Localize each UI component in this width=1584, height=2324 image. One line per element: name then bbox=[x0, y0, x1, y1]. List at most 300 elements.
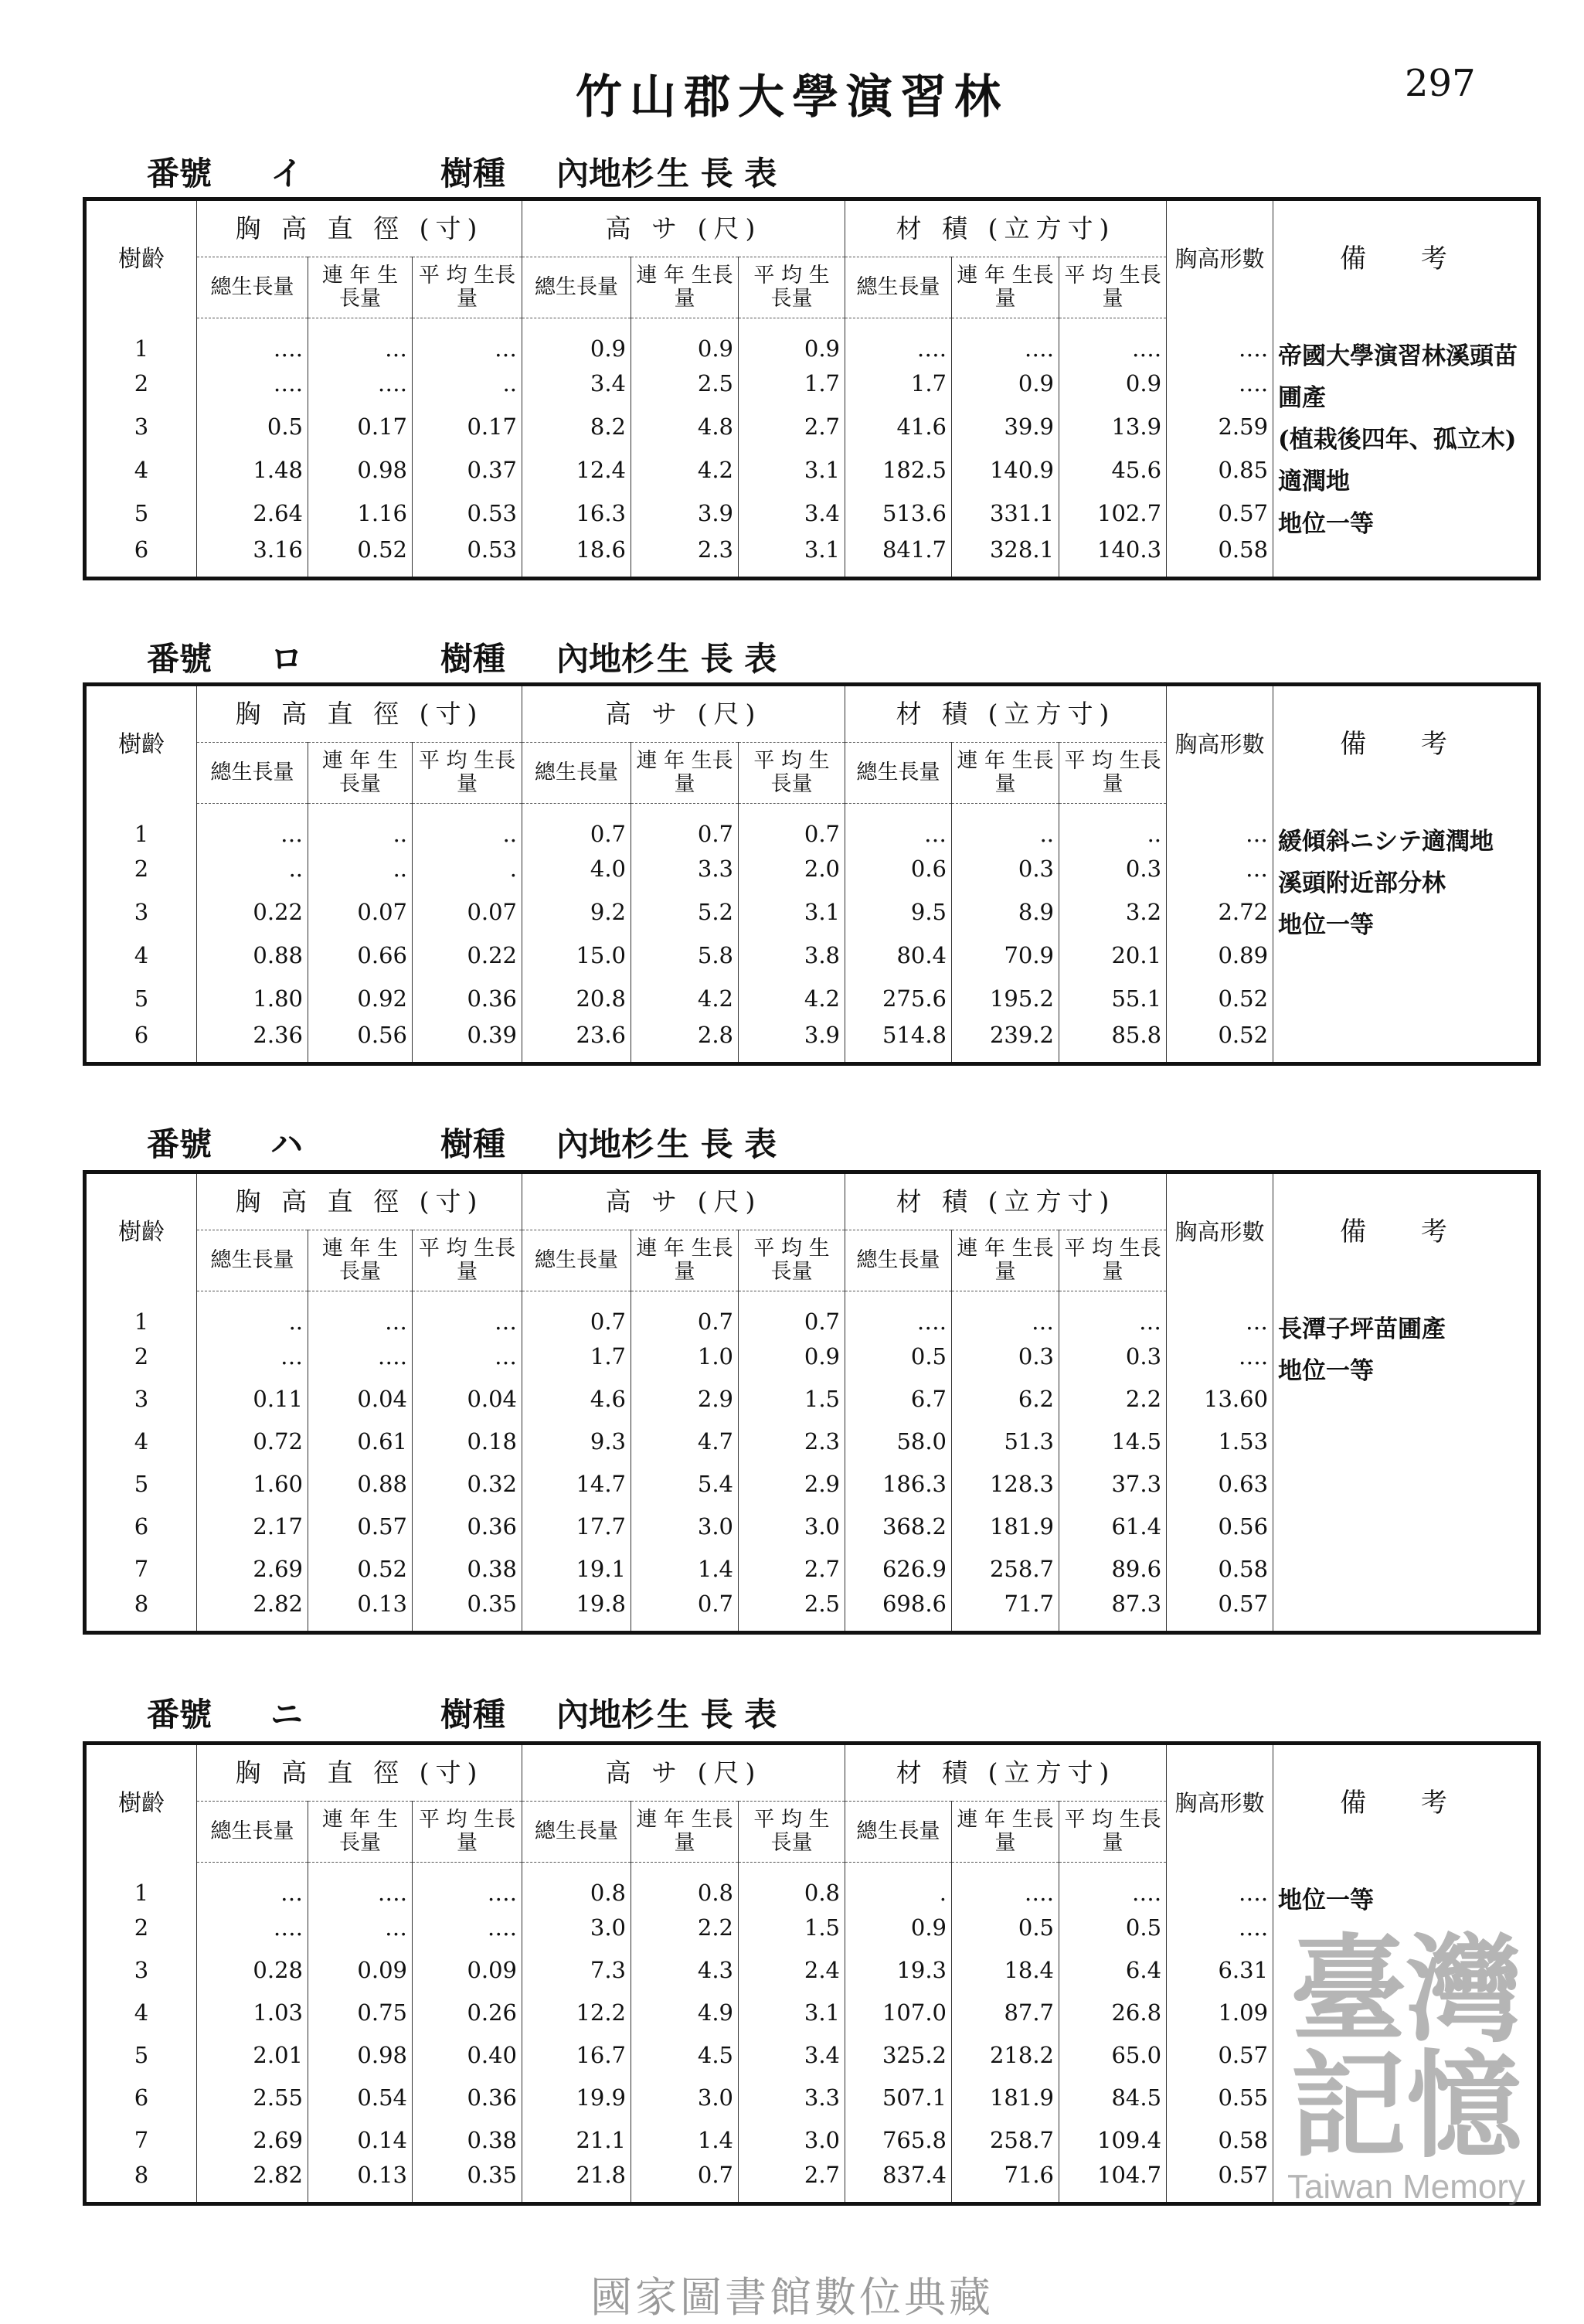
cell-value: 0.9 bbox=[845, 1906, 952, 1948]
cell-value: 0.22 bbox=[413, 934, 522, 977]
header-group-volume: 材 積 (立方寸) bbox=[845, 1172, 1167, 1230]
cell-value: … bbox=[952, 1291, 1059, 1336]
cell-value: 0.54 bbox=[308, 2076, 413, 2118]
cell-value: 0.56 bbox=[1167, 1505, 1273, 1547]
cell-value: 0.58 bbox=[1167, 535, 1273, 578]
cell-value: .. bbox=[952, 804, 1059, 848]
header-annual-growth: 連 年 生長量 bbox=[952, 257, 1059, 318]
header-mean-growth: 平 均 生長量 bbox=[413, 743, 522, 804]
cell-value: 0.88 bbox=[308, 1462, 413, 1505]
header-mean-growth: 平 均 生長量 bbox=[1059, 1802, 1167, 1863]
cell-value: 0.8 bbox=[739, 1863, 845, 1907]
cell-value: 2.59 bbox=[1167, 405, 1273, 448]
page-number: 297 bbox=[1405, 62, 1476, 105]
cell-value: 3.0 bbox=[631, 2076, 739, 2118]
cell-value: 0.57 bbox=[308, 1505, 413, 1547]
cell-value: 71.7 bbox=[952, 1590, 1059, 1632]
cell-age: 2 bbox=[85, 1906, 197, 1948]
remark-line: 適潤地 bbox=[1278, 468, 1351, 496]
table-number: ニ bbox=[270, 1696, 304, 1734]
cell-age: 6 bbox=[85, 1505, 197, 1547]
cell-value: . bbox=[413, 847, 522, 890]
cell-value: 0.89 bbox=[1167, 934, 1273, 977]
cell-value: 5.2 bbox=[631, 890, 739, 934]
cell-value: 181.9 bbox=[952, 2076, 1059, 2118]
header-annual-growth: 連 年 生長量 bbox=[631, 257, 739, 318]
remark-line: (植栽後四年、孤立木) bbox=[1278, 426, 1517, 454]
cell-value: 0.04 bbox=[413, 1377, 522, 1420]
header-total-growth: 總生長量 bbox=[522, 257, 631, 318]
table-number: イ bbox=[270, 155, 304, 192]
cell-value: 2.82 bbox=[197, 2161, 308, 2203]
cell-value: 0.92 bbox=[308, 977, 413, 1020]
cell-value: … bbox=[197, 1863, 308, 1907]
cell-value: 13.9 bbox=[1059, 405, 1167, 448]
header-form-factor: 胸高形數 bbox=[1167, 1172, 1273, 1291]
cell-value: 0.32 bbox=[413, 1462, 522, 1505]
header-mean-growth: 平 均 生長量 bbox=[739, 743, 845, 804]
cell-value: …. bbox=[308, 1335, 413, 1377]
header-total-growth: 總生長量 bbox=[522, 743, 631, 804]
cell-value: 2.64 bbox=[197, 492, 308, 535]
cell-value: …. bbox=[308, 1863, 413, 1907]
cell-value: 2.82 bbox=[197, 1590, 308, 1632]
header-annual-growth: 連 年 生長量 bbox=[308, 257, 413, 318]
species-label: 樹種 bbox=[440, 1696, 506, 1734]
cell-value: 14.7 bbox=[522, 1462, 631, 1505]
table-heading bbox=[147, 1119, 777, 1165]
cell-age: 1 bbox=[85, 804, 197, 848]
cell-value: 3.4 bbox=[739, 492, 845, 535]
cell-value: … bbox=[1167, 1291, 1273, 1336]
header-total-growth: 總生長量 bbox=[845, 1802, 952, 1863]
cell-value: 23.6 bbox=[522, 1020, 631, 1063]
cell-value: 0.11 bbox=[197, 1377, 308, 1420]
cell-value: 0.35 bbox=[413, 2161, 522, 2203]
cell-value: 3.4 bbox=[739, 2033, 845, 2076]
cell-value: 0.13 bbox=[308, 2161, 413, 2203]
header-age: 樹齡 bbox=[85, 1744, 197, 1863]
cell-value: 328.1 bbox=[952, 535, 1059, 578]
cell-value: 1.0 bbox=[631, 1335, 739, 1377]
cell-value: 4.3 bbox=[631, 1948, 739, 1991]
cell-value: 9.5 bbox=[845, 890, 952, 934]
cell-value: 1.09 bbox=[1167, 1991, 1273, 2033]
cell-value: 2.01 bbox=[197, 2033, 308, 2076]
cell-age: 5 bbox=[85, 492, 197, 535]
table-title: 生 長 表 bbox=[657, 1125, 777, 1163]
cell-age: 6 bbox=[85, 1020, 197, 1063]
cell-value: 0.57 bbox=[1167, 492, 1273, 535]
species-label: 樹種 bbox=[440, 155, 506, 192]
cell-value: 3.0 bbox=[739, 2118, 845, 2161]
cell-value: 0.36 bbox=[413, 977, 522, 1020]
header-age: 樹齡 bbox=[85, 1172, 197, 1291]
cell-value: 0.57 bbox=[1167, 2161, 1273, 2203]
cell-value: 1.4 bbox=[631, 1547, 739, 1590]
cell-value: 0.9 bbox=[952, 362, 1059, 405]
cell-value: 3.0 bbox=[739, 1505, 845, 1547]
cell-value: 21.8 bbox=[522, 2161, 631, 2203]
cell-value: 2.7 bbox=[739, 2161, 845, 2203]
cell-value: …. bbox=[952, 1863, 1059, 1907]
cell-value: 0.57 bbox=[1167, 2033, 1273, 2076]
header-group-dbh: 胸 高 直 徑 (寸) bbox=[197, 1744, 522, 1802]
cell-value: …. bbox=[845, 1291, 952, 1336]
cell-value: …. bbox=[1059, 1863, 1167, 1907]
cell-value: 1.80 bbox=[197, 977, 308, 1020]
header-mean-growth: 平 均 生長量 bbox=[413, 1230, 522, 1291]
header-group-dbh: 胸 高 直 徑 (寸) bbox=[197, 199, 522, 257]
cell-value: 0.72 bbox=[197, 1420, 308, 1462]
cell-value: 0.14 bbox=[308, 2118, 413, 2161]
cell-value: 765.8 bbox=[845, 2118, 952, 2161]
cell-value: 7.3 bbox=[522, 1948, 631, 1991]
remark-line: 帝國大學演習林溪頭苗圃產 bbox=[1278, 342, 1518, 412]
cell-value: 17.7 bbox=[522, 1505, 631, 1547]
cell-age: 5 bbox=[85, 977, 197, 1020]
cell-value: 0.38 bbox=[413, 1547, 522, 1590]
cell-value: 4.5 bbox=[631, 2033, 739, 2076]
cell-value: . bbox=[845, 1863, 952, 1907]
cell-value: 0.7 bbox=[739, 804, 845, 848]
cell-value: 13.60 bbox=[1167, 1377, 1273, 1420]
header-mean-growth: 平 均 生長量 bbox=[413, 1802, 522, 1863]
cell-value: 3.2 bbox=[1059, 890, 1167, 934]
cell-value: 104.7 bbox=[1059, 2161, 1167, 2203]
cell-value: 3.16 bbox=[197, 535, 308, 578]
header-group-height: 高 サ (尺) bbox=[522, 1744, 845, 1802]
cell-value: 513.6 bbox=[845, 492, 952, 535]
cell-value: 8.2 bbox=[522, 405, 631, 448]
cell-value: 109.4 bbox=[1059, 2118, 1167, 2161]
cell-value: 4.2 bbox=[631, 448, 739, 492]
species-name: 內地杉 bbox=[556, 1696, 654, 1734]
remark-line: 溪頭附近部分林 bbox=[1278, 869, 1446, 897]
cell-value: 0.85 bbox=[1167, 448, 1273, 492]
cell-value: 0.39 bbox=[413, 1020, 522, 1063]
cell-value: 58.0 bbox=[845, 1420, 952, 1462]
cell-value: … bbox=[308, 318, 413, 362]
cell-value: 698.6 bbox=[845, 1590, 952, 1632]
cell-value: 0.7 bbox=[631, 1590, 739, 1632]
cell-value: 15.0 bbox=[522, 934, 631, 977]
cell-value: 128.3 bbox=[952, 1462, 1059, 1505]
cell-value: …. bbox=[1167, 1906, 1273, 1948]
header-annual-growth: 連 年 生長量 bbox=[952, 1230, 1059, 1291]
cell-value: 0.58 bbox=[1167, 2118, 1273, 2161]
header-remarks: 備 考 bbox=[1273, 199, 1539, 318]
cell-value: 514.8 bbox=[845, 1020, 952, 1063]
cell-value: 0.28 bbox=[197, 1948, 308, 1991]
cell-value: … bbox=[197, 1335, 308, 1377]
header-mean-growth: 平 均 生長量 bbox=[739, 1230, 845, 1291]
cell-value: 0.63 bbox=[1167, 1462, 1273, 1505]
cell-value: 0.56 bbox=[308, 1020, 413, 1063]
table-heading bbox=[147, 634, 777, 680]
cell-value: 102.7 bbox=[1059, 492, 1167, 535]
cell-value: 3.3 bbox=[631, 847, 739, 890]
cell-value: 87.7 bbox=[952, 1991, 1059, 2033]
cell-value: 0.5 bbox=[952, 1906, 1059, 1948]
cell-value: 181.9 bbox=[952, 1505, 1059, 1547]
header-total-growth: 總生長量 bbox=[522, 1230, 631, 1291]
cell-value: 37.3 bbox=[1059, 1462, 1167, 1505]
header-row-groups bbox=[85, 1172, 1539, 1230]
cell-value: .. bbox=[197, 1291, 308, 1336]
cell-value: 41.6 bbox=[845, 405, 952, 448]
cell-value: 89.6 bbox=[1059, 1547, 1167, 1590]
cell-value: 2.4 bbox=[739, 1948, 845, 1991]
cell-age: 6 bbox=[85, 535, 197, 578]
header-age: 樹齡 bbox=[85, 199, 197, 318]
cell-age: 3 bbox=[85, 405, 197, 448]
cell-value: 20.8 bbox=[522, 977, 631, 1020]
table-row bbox=[85, 804, 1539, 848]
header-annual-growth: 連 年 生長量 bbox=[308, 743, 413, 804]
cell-value: 0.5 bbox=[1059, 1906, 1167, 1948]
header-group-height: 高 サ (尺) bbox=[522, 685, 845, 743]
header-remarks: 備 考 bbox=[1273, 1172, 1539, 1291]
species-label: 樹種 bbox=[440, 640, 506, 678]
cell-age: 3 bbox=[85, 890, 197, 934]
header-annual-growth: 連 年 生長量 bbox=[952, 743, 1059, 804]
cell-value: 14.5 bbox=[1059, 1420, 1167, 1462]
cell-value: .. bbox=[1059, 804, 1167, 848]
cell-value: 140.3 bbox=[1059, 535, 1167, 578]
cell-value: 0.5 bbox=[197, 405, 308, 448]
header-row-groups bbox=[85, 1744, 1539, 1802]
cell-value: 0.17 bbox=[413, 405, 522, 448]
growth-table bbox=[83, 682, 1541, 1066]
page-title: 竹山郡大學演習林 bbox=[576, 70, 1008, 124]
cell-value: 80.4 bbox=[845, 934, 952, 977]
cell-value: 0.61 bbox=[308, 1420, 413, 1462]
cell-age: 4 bbox=[85, 1991, 197, 2033]
cell-value: 39.9 bbox=[952, 405, 1059, 448]
cell-value: 3.1 bbox=[739, 448, 845, 492]
cell-value: 331.1 bbox=[952, 492, 1059, 535]
cell-value: 0.7 bbox=[631, 2161, 739, 2203]
cell-value: 2.2 bbox=[1059, 1377, 1167, 1420]
cell-value: 2.5 bbox=[631, 362, 739, 405]
cell-value: 2.9 bbox=[631, 1377, 739, 1420]
header-mean-growth: 平 均 生長量 bbox=[739, 257, 845, 318]
cell-value: 0.5 bbox=[845, 1335, 952, 1377]
header-group-height: 高 サ (尺) bbox=[522, 1172, 845, 1230]
cell-value: 0.3 bbox=[1059, 847, 1167, 890]
cell-value: 0.7 bbox=[631, 1291, 739, 1336]
growth-table bbox=[83, 197, 1541, 580]
cell-age: 3 bbox=[85, 1948, 197, 1991]
cell-age: 1 bbox=[85, 1863, 197, 1907]
cell-value: 0.09 bbox=[308, 1948, 413, 1991]
cell-value: 18.6 bbox=[522, 535, 631, 578]
header-annual-growth: 連 年 生長量 bbox=[952, 1802, 1059, 1863]
cell-value: 0.07 bbox=[413, 890, 522, 934]
table-row bbox=[85, 1291, 1539, 1336]
table-title: 生 長 表 bbox=[657, 1696, 777, 1734]
cell-value: 87.3 bbox=[1059, 1590, 1167, 1632]
cell-value: 19.3 bbox=[845, 1948, 952, 1991]
header-age: 樹齡 bbox=[85, 685, 197, 804]
cell-value: 3.9 bbox=[739, 1020, 845, 1063]
cell-value: 12.2 bbox=[522, 1991, 631, 2033]
cell-value: 9.3 bbox=[522, 1420, 631, 1462]
remarks-cell bbox=[1273, 1291, 1539, 1633]
cell-value: 0.52 bbox=[308, 1547, 413, 1590]
cell-value: .. bbox=[308, 847, 413, 890]
cell-value: 182.5 bbox=[845, 448, 952, 492]
cell-age: 3 bbox=[85, 1377, 197, 1420]
cell-value: 1.7 bbox=[522, 1335, 631, 1377]
cell-value: …. bbox=[1059, 318, 1167, 362]
cell-value: 0.53 bbox=[413, 492, 522, 535]
header-mean-growth: 平 均 生長量 bbox=[413, 257, 522, 318]
header-group-height: 高 サ (尺) bbox=[522, 199, 845, 257]
cell-value: 3.8 bbox=[739, 934, 845, 977]
table-heading bbox=[147, 1689, 777, 1736]
cell-value: …. bbox=[1167, 362, 1273, 405]
cell-value: 71.6 bbox=[952, 2161, 1059, 2203]
cell-value: 84.5 bbox=[1059, 2076, 1167, 2118]
header-total-growth: 總生長量 bbox=[845, 1230, 952, 1291]
header-form-factor: 胸高形數 bbox=[1167, 685, 1273, 804]
cell-value: 5.4 bbox=[631, 1462, 739, 1505]
header-group-volume: 材 積 (立方寸) bbox=[845, 685, 1167, 743]
header-total-growth: 總生長量 bbox=[197, 1802, 308, 1863]
cell-value: 61.4 bbox=[1059, 1505, 1167, 1547]
cell-value: 0.3 bbox=[952, 847, 1059, 890]
cell-value: … bbox=[1059, 1291, 1167, 1336]
cell-value: .. bbox=[413, 804, 522, 848]
header-annual-growth: 連 年 生長量 bbox=[631, 743, 739, 804]
header-annual-growth: 連 年 生長量 bbox=[631, 1230, 739, 1291]
cell-value: 1.03 bbox=[197, 1991, 308, 2033]
cell-value: 16.3 bbox=[522, 492, 631, 535]
cell-value: 4.2 bbox=[739, 977, 845, 1020]
header-total-growth: 總生長量 bbox=[845, 257, 952, 318]
cell-value: 2.7 bbox=[739, 1547, 845, 1590]
table-row bbox=[85, 318, 1539, 362]
cell-value: 0.36 bbox=[413, 2076, 522, 2118]
cell-value: .. bbox=[413, 362, 522, 405]
cell-value: 2.7 bbox=[739, 405, 845, 448]
cell-value: 0.9 bbox=[1059, 362, 1167, 405]
cell-value: 1.16 bbox=[308, 492, 413, 535]
header-group-volume: 材 積 (立方寸) bbox=[845, 199, 1167, 257]
cell-value: 0.58 bbox=[1167, 1547, 1273, 1590]
cell-value: … bbox=[413, 1335, 522, 1377]
cell-value: 1.7 bbox=[845, 362, 952, 405]
cell-value: 3.1 bbox=[739, 1991, 845, 2033]
header-annual-growth: 連 年 生長量 bbox=[308, 1230, 413, 1291]
cell-age: 7 bbox=[85, 1547, 197, 1590]
cell-value: 0.26 bbox=[413, 1991, 522, 2033]
table-number-label: 番號 bbox=[147, 155, 212, 192]
cell-value: … bbox=[1167, 804, 1273, 848]
cell-value: 70.9 bbox=[952, 934, 1059, 977]
header-mean-growth: 平 均 生長量 bbox=[739, 1802, 845, 1863]
cell-value: 3.0 bbox=[522, 1906, 631, 1948]
species-label: 樹種 bbox=[440, 1125, 506, 1163]
cell-age: 8 bbox=[85, 1590, 197, 1632]
cell-value: 3.3 bbox=[739, 2076, 845, 2118]
cell-value: 1.7 bbox=[739, 362, 845, 405]
cell-value: 0.18 bbox=[413, 1420, 522, 1462]
cell-value: 0.07 bbox=[308, 890, 413, 934]
cell-value: 140.9 bbox=[952, 448, 1059, 492]
table-number-label: 番號 bbox=[147, 640, 212, 678]
cell-value: 0.6 bbox=[845, 847, 952, 890]
table-title: 生 長 表 bbox=[657, 640, 777, 678]
cell-value: 0.7 bbox=[631, 804, 739, 848]
cell-value: 1.60 bbox=[197, 1462, 308, 1505]
header-total-growth: 總生長量 bbox=[845, 743, 952, 804]
cell-value: 2.69 bbox=[197, 2118, 308, 2161]
header-annual-growth: 連 年 生長量 bbox=[631, 1802, 739, 1863]
remark-line: 緩傾斜ニシテ適潤地 bbox=[1278, 827, 1494, 856]
cell-value: 0.52 bbox=[1167, 1020, 1273, 1063]
cell-value: 368.2 bbox=[845, 1505, 952, 1547]
table-number-label: 番號 bbox=[147, 1696, 212, 1734]
species-name: 內地杉 bbox=[556, 640, 654, 678]
cell-value: 0.7 bbox=[522, 1291, 631, 1336]
cell-age: 4 bbox=[85, 1420, 197, 1462]
cell-value: 0.88 bbox=[197, 934, 308, 977]
cell-value: .. bbox=[308, 804, 413, 848]
cell-value: 18.4 bbox=[952, 1948, 1059, 1991]
cell-value: 0.36 bbox=[413, 1505, 522, 1547]
cell-value: …. bbox=[197, 318, 308, 362]
cell-value: 0.9 bbox=[739, 318, 845, 362]
cell-value: 0.09 bbox=[413, 1948, 522, 1991]
header-remarks: 備 考 bbox=[1273, 1744, 1539, 1863]
cell-value: 0.8 bbox=[631, 1863, 739, 1907]
cell-value: 5.8 bbox=[631, 934, 739, 977]
cell-value: 841.7 bbox=[845, 535, 952, 578]
table-row bbox=[85, 1863, 1539, 1907]
cell-value: 16.7 bbox=[522, 2033, 631, 2076]
cell-value: …. bbox=[308, 362, 413, 405]
cell-value: 258.7 bbox=[952, 2118, 1059, 2161]
cell-value: 626.9 bbox=[845, 1547, 952, 1590]
cell-value: …. bbox=[1167, 1335, 1273, 1377]
cell-value: 258.7 bbox=[952, 1547, 1059, 1590]
cell-value: 3.0 bbox=[631, 1505, 739, 1547]
cell-value: 507.1 bbox=[845, 2076, 952, 2118]
cell-age: 2 bbox=[85, 362, 197, 405]
cell-value: 2.5 bbox=[739, 1590, 845, 1632]
cell-value: …. bbox=[413, 1863, 522, 1907]
cell-value: 19.9 bbox=[522, 2076, 631, 2118]
cell-value: 6.7 bbox=[845, 1377, 952, 1420]
header-total-growth: 總生長量 bbox=[197, 1230, 308, 1291]
cell-value: 218.2 bbox=[952, 2033, 1059, 2076]
cell-value: 3.9 bbox=[631, 492, 739, 535]
cell-value: 0.38 bbox=[413, 2118, 522, 2161]
remark-line: 地位一等 bbox=[1278, 509, 1375, 538]
cell-value: 6.4 bbox=[1059, 1948, 1167, 1991]
cell-value: 0.13 bbox=[308, 1590, 413, 1632]
cell-value: 0.35 bbox=[413, 1590, 522, 1632]
cell-value: 26.8 bbox=[1059, 1991, 1167, 2033]
cell-value: 0.22 bbox=[197, 890, 308, 934]
remark-line: 地位一等 bbox=[1278, 1886, 1375, 1914]
cell-age: 6 bbox=[85, 2076, 197, 2118]
header-group-volume: 材 積 (立方寸) bbox=[845, 1744, 1167, 1802]
cell-value: 2.72 bbox=[1167, 890, 1273, 934]
